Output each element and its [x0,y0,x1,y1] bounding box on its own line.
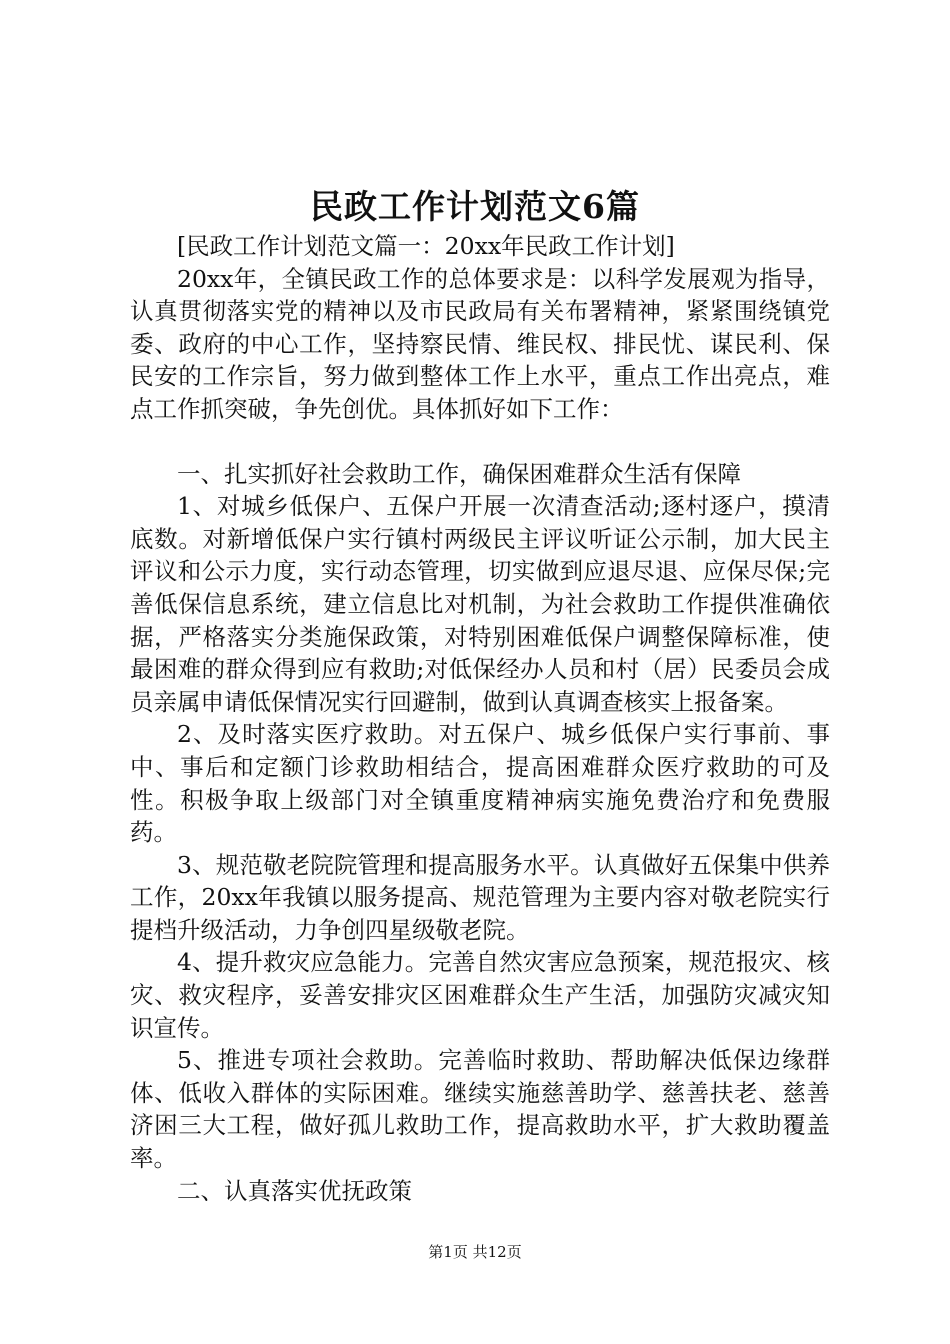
document-body [130,230,830,1207]
page-footer: 第1页 共12页 [428,1243,522,1261]
paragraph-item-3: 3、规范敬老院院管理和提高服务水平。认真做好五保集中供养工作，20xx年我镇以服务提高、规范管理为主要内容对敬老院实行提档升级活动，力争创四星级敬老院。 [130,850,830,944]
paragraph-item-2: 2、及时落实医疗救助。对五保户、城乡低保户实行事前、事中、事后和定额门诊救助相结合，提高困难群众医疗救助的可及性。积极争取上级部门对全镇重度精神病实施免费治疗和免费服药。 [130,720,830,847]
paragraph-item-5: 5、推进专项社会救助。完善临时救助、帮助解决低保边缘群体、低收入群体的实际困难。继续实施慈善助学、慈善扶老、慈善济困三大工程，做好孤儿救助工作，提高救助水平，扩大救助覆盖率。 [130,1046,830,1173]
paragraph-intro: 20xx年，全镇民政工作的总体要求是：以科学发展观为指导，认真贯彻落实党的精神以及市民政局有关布署精神，紧紧围绕镇党委、政府的中心工作，坚持察民情、维民权、排民忧、谋民利、保民安的工作宗旨，努力做到整体工作上水平，重点工作出亮点，难点工作抓突破，争先创优。具体抓好如下工作： [130,264,830,423]
paragraph-item-1: 1、对城乡低保户、五保户开展一次清查活动;逐村逐户，摸清底数。对新增低保户实行镇村两级民主评议听证公示制，加大民主评议和公示力度，实行动态管理，切实做到应退尽退、应保尽保;完善低保信息系统，建立信息比对机制，为社会救助工作提供准确依据，严格落实分类施保政策，对特别困难低保户调整保障标准，使最困难的群众得到应有救助;对低保经办人员和村（居）民委员会成员亲属申请低保情况实行回避制，做到认真调查核实上报备案。 [130,492,830,716]
section-heading-1: 一、扎实抓好社会救助工作，确保困难群众生活有保障 [177,459,741,488]
paragraph-subtitle: [民政工作计划范文篇一：20xx年民政工作计划] [177,232,675,260]
document-title: 民政工作计划范文6篇 [310,187,640,226]
section-heading-2: 二、认真落实优抚政策 [177,1176,412,1205]
paragraph-item-4: 4、提升救灾应急能力。完善自然灾害应急预案，规范报灾、核灾、救灾程序，妥善安排灾区困难群众生产生活，加强防灾减灾知识宣传。 [130,948,830,1042]
